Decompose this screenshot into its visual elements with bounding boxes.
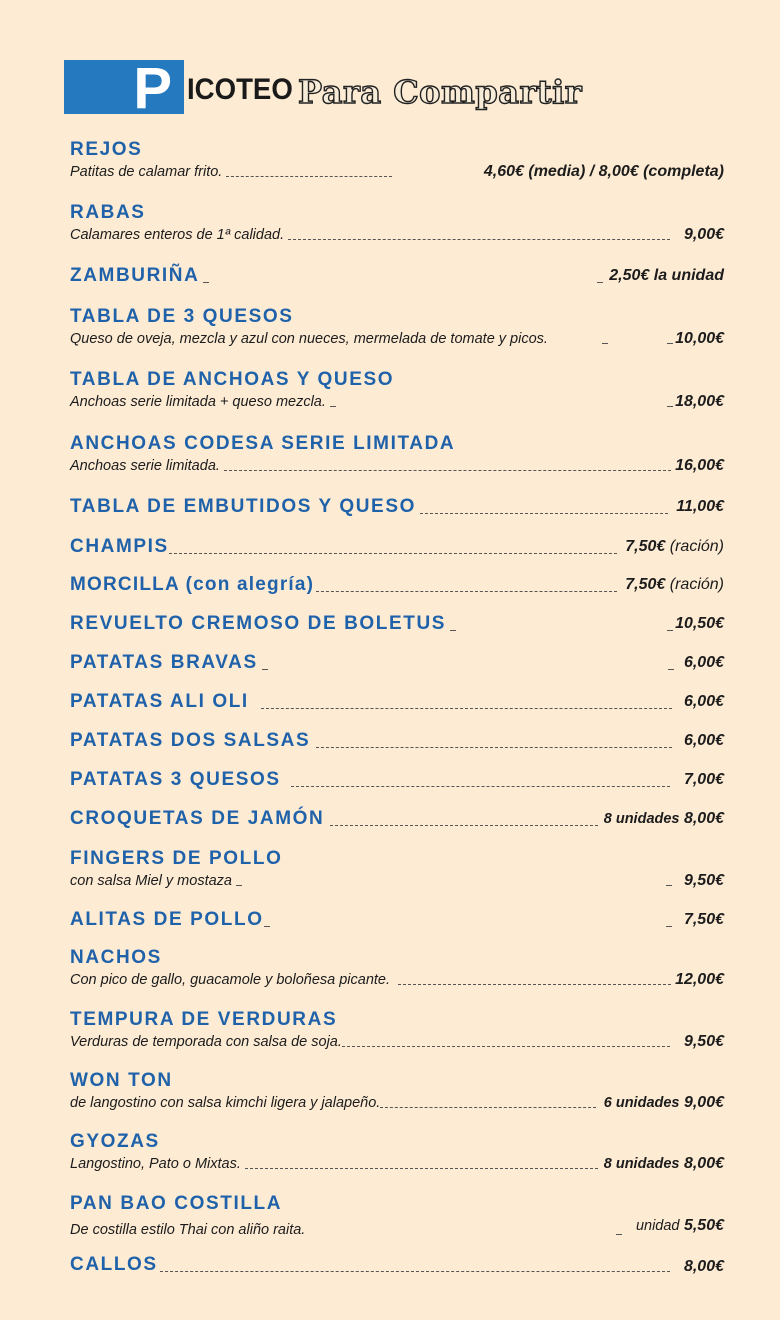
price-quantity: 8 unidades — [603, 1156, 680, 1172]
menu-item-patatas-dos-salsas — [70, 729, 724, 753]
item-price — [604, 1154, 724, 1174]
item-name: ANCHOAS CODESA SERIE LIMITADA — [70, 433, 456, 454]
item-description: Calamares enteros de 1ª calidad. — [70, 227, 285, 243]
item-description: Patitas de calamar frito. — [70, 164, 223, 180]
dot-leader — [597, 282, 603, 283]
item-name: REVUELTO CREMOSO DE BOLETUS — [70, 613, 447, 634]
item-price: 6,00€ — [683, 732, 724, 749]
dot-leader — [616, 1234, 622, 1235]
item-price: 4,60€ (media) / 8,00€ (completa) — [483, 163, 724, 180]
dot-leader — [420, 513, 668, 514]
item-name: REJOS — [70, 139, 143, 160]
price-quantity: unidad — [635, 1218, 680, 1234]
price-amount: 5,50€ — [683, 1217, 724, 1234]
price-quantity: 8 unidades — [603, 811, 680, 827]
item-description: Anchoas serie limitada. — [70, 458, 220, 474]
menu-item-callos — [70, 1253, 724, 1277]
menu-item-anchoas-codesa — [70, 432, 724, 476]
item-name: PATATAS 3 QUESOS — [70, 769, 281, 790]
item-price: 11,00€ — [676, 498, 724, 515]
price-quantity: 6 unidades — [603, 1095, 680, 1111]
item-price: 16,00€ — [675, 457, 724, 474]
dot-leader — [203, 282, 209, 283]
item-price: 6,00€ — [683, 693, 724, 710]
item-name: TABLA DE EMBUTIDOS Y QUESO — [70, 496, 416, 517]
item-name: TABLA DE ANCHOAS Y QUESO — [70, 369, 395, 390]
dot-leader — [245, 1168, 598, 1169]
price-unit: (ración) — [669, 576, 724, 593]
item-name: GYOZAS — [70, 1131, 160, 1152]
dot-leader — [224, 470, 671, 471]
menu-item-pan-bao-costilla — [70, 1192, 724, 1240]
menu-item-champis — [70, 535, 724, 559]
dot-leader — [450, 630, 456, 631]
item-price: 9,50€ — [683, 872, 724, 889]
item-price: 9,00€ — [683, 226, 724, 243]
item-name: ZAMBURIÑA — [70, 265, 200, 286]
item-name: TABLA DE 3 QUESOS — [70, 306, 294, 327]
dot-leader — [668, 669, 674, 670]
dot-leader — [261, 708, 672, 709]
menu-item-won-ton — [70, 1069, 724, 1113]
dot-leader — [226, 176, 392, 177]
item-price: 10,00€ — [675, 330, 725, 347]
item-description: con salsa Miel y mostaza — [70, 873, 232, 889]
item-description: Verduras de temporada con salsa de soja. — [70, 1034, 342, 1050]
dot-leader — [330, 406, 336, 407]
item-name: ALITAS DE POLLO — [70, 909, 264, 930]
menu-item-fingers-pollo — [70, 847, 724, 891]
menu-item-rejos — [70, 138, 724, 182]
menu-item-patatas-ali-oli — [70, 690, 724, 714]
price-amount: 8,00€ — [683, 1155, 724, 1172]
dot-leader — [380, 1107, 595, 1108]
item-price — [604, 1093, 724, 1113]
menu-item-tempura-verduras — [70, 1008, 724, 1052]
item-price: 18,00€ — [675, 393, 724, 410]
dot-leader — [264, 926, 270, 927]
dot-leader — [667, 343, 673, 344]
dot-leader — [288, 239, 670, 240]
menu-item-patatas-bravas — [70, 651, 724, 675]
item-name: CHAMPIS — [70, 536, 169, 557]
price-amount: 9,00€ — [683, 1094, 724, 1111]
dot-leader — [667, 630, 673, 631]
dot-leader — [342, 1046, 670, 1047]
price-amount: 7,50€ — [625, 576, 666, 593]
header-initial: P — [133, 56, 172, 121]
item-description: Anchoas serie limitada + queso mezcla. — [70, 394, 326, 410]
item-price: 7,00€ — [683, 771, 724, 788]
menu-item-rabas — [70, 201, 724, 245]
dot-leader — [666, 926, 672, 927]
item-description: De costilla estilo Thai con aliño raita. — [70, 1222, 306, 1238]
dot-leader — [602, 343, 608, 344]
menu-item-croquetas-jamon — [70, 807, 724, 831]
item-name: TEMPURA DE VERDURAS — [70, 1009, 338, 1030]
item-name: NACHOS — [70, 947, 162, 968]
dot-leader — [330, 825, 597, 826]
item-price: 12,00€ — [675, 971, 724, 988]
item-name: PATATAS BRAVAS — [70, 652, 258, 673]
menu-item-zamburina — [70, 264, 724, 288]
item-price — [625, 575, 724, 595]
menu-item-revuelto-boletus — [70, 612, 724, 636]
item-description: Queso de oveja, mezcla y azul con nueces, mermelada de tomate y picos. — [70, 331, 548, 347]
item-name: PATATAS ALI OLI — [70, 691, 249, 712]
item-name: PATATAS DOS SALSAS — [70, 730, 311, 751]
item-price: 6,00€ — [683, 654, 724, 671]
menu-item-alitas-pollo — [70, 908, 724, 932]
dot-leader — [316, 591, 617, 592]
item-name: CROQUETAS DE JAMÓN — [70, 808, 325, 829]
dot-leader — [667, 406, 673, 407]
dot-leader — [398, 984, 671, 985]
item-name: MORCILLA (con alegría) — [70, 574, 315, 595]
header-initial-box — [64, 56, 184, 121]
item-price: 7,50€ — [683, 911, 724, 928]
item-description: de langostino con salsa kimchi ligera y jalapeño. — [70, 1095, 381, 1111]
menu-item-patatas-3-quesos — [70, 768, 724, 792]
item-name: WON TON — [70, 1070, 173, 1091]
dot-leader — [316, 747, 672, 748]
item-price: 9,50€ — [683, 1033, 724, 1050]
item-price: 10,50€ — [675, 615, 724, 632]
price-amount: 8,00€ — [683, 810, 724, 827]
item-name: RABAS — [70, 202, 146, 223]
menu-item-tabla-embutidos — [70, 495, 724, 519]
item-price: 2,50€ la unidad — [609, 267, 724, 284]
header-title: ICOTEO — [187, 73, 293, 106]
dot-leader — [169, 553, 617, 554]
item-price — [636, 1216, 724, 1236]
item-name: PAN BAO COSTILLA — [70, 1193, 283, 1214]
dot-leader — [160, 1271, 670, 1272]
menu-item-morcilla — [70, 573, 724, 597]
price-amount: 7,50€ — [625, 538, 666, 555]
menu-item-nachos — [70, 946, 724, 990]
item-price: 8,00€ — [683, 1258, 724, 1275]
menu-item-tabla-anchoas-queso — [70, 368, 724, 412]
item-name: FINGERS DE POLLO — [70, 848, 283, 869]
item-price — [604, 809, 724, 829]
section-header — [64, 56, 583, 121]
dot-leader — [262, 669, 268, 670]
header-subtitle: Para Compartir — [298, 73, 583, 111]
item-name: CALLOS — [70, 1254, 158, 1275]
dot-leader — [666, 885, 672, 886]
price-unit: (ración) — [669, 538, 724, 555]
menu-item-gyozas — [70, 1130, 724, 1174]
item-description: Langostino, Pato o Mixtas. — [70, 1156, 241, 1172]
item-description: Con pico de gallo, guacamole y boloñesa picante. — [70, 972, 391, 988]
dot-leader — [291, 786, 670, 787]
dot-leader — [236, 885, 242, 886]
menu-item-tabla-3-quesos — [70, 305, 724, 349]
item-price — [625, 537, 724, 557]
